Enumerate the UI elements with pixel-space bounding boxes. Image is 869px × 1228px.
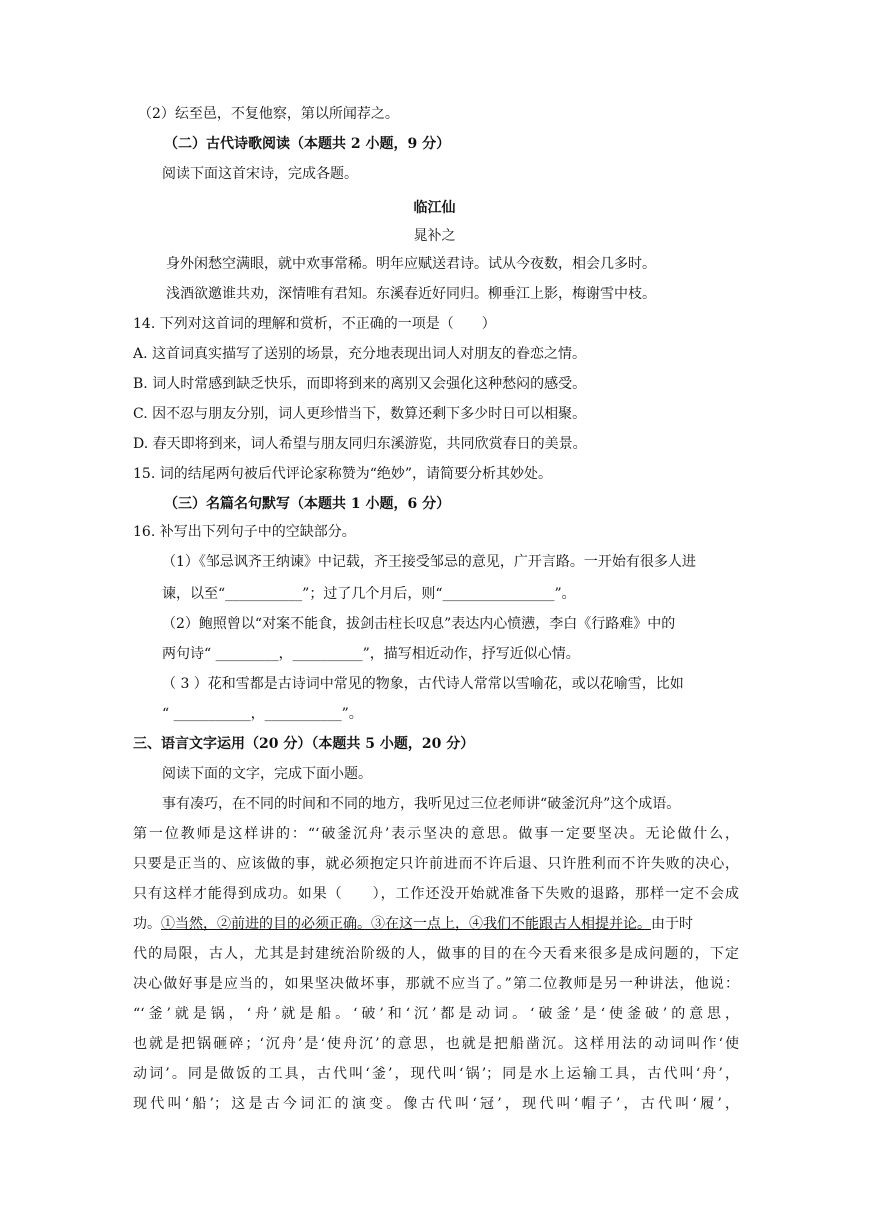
paragraph-line: 代的局限，古人，尤其是封建统治阶级的人，做事的目的在今天看来很多是成问题的，下定 (133, 946, 739, 962)
text-segment: 由于时 (651, 916, 693, 932)
paragraph-line (133, 914, 693, 934)
text-line: 两句诗“ _________，__________”，描写相近动作，抒写近似心情。 (162, 646, 580, 662)
poem-title: 临江仙 (413, 200, 456, 216)
paragraph-line: “‘釜’就是锅，‘舟’就是船。‘破’和‘沉’都是动词。‘破釜’是‘使釜破’的意思， (133, 1006, 739, 1022)
question-15: 15. 词的结尾两句被后代评论家称赞为“绝妙”，请简要分析其妙处。 (133, 466, 553, 482)
underlined-sentence: ①当然，②前进的目的必须正确。③在这一点上，④我们不能跟古人相提并论。 (161, 916, 651, 932)
option-d: D. 春天即将到来，词人希望与朋友同归东溪游览，共同欣赏春日的美景。 (133, 436, 587, 452)
text-line: （1）《邹忌讽齐王纳谏》中记载，齐王接受邹忌的意见，广开言路。一开始有很多人进 (162, 554, 696, 570)
text-line: （2）纭至邑，不复他察，第以所闻荐之。 (138, 106, 399, 122)
option-c: C. 因不忍与朋友分别，词人更珍惜当下，数算还剩下多少时日可以相聚。 (133, 406, 587, 422)
section-heading: （二）古代诗歌阅读（本题共 2 小题，9 分） (164, 136, 451, 152)
paragraph-line: 事有凑巧，在不同的时间和不同的地方，我听见过三位老师讲“破釜沉舟”这个成语。 (162, 796, 681, 812)
question-16: 16. 补写出下列句子中的空缺部分。 (133, 524, 356, 540)
option-a: A. 这首词真实描写了送别的场景，充分地表现出词人对朋友的眷恋之情。 (133, 346, 587, 362)
poem-line: 浅酒欲邀谁共劝，深情唯有君知。东溪春近好同归。柳垂江上影，梅谢雪中枝。 (166, 286, 656, 302)
text-line: “ ___________，___________”。 (162, 706, 363, 722)
paragraph-line: 第一位教师是这样讲的：“‘破釜沉舟’表示坚决的意思。做事一定要坚决。无论做什么， (133, 826, 739, 842)
poem-line: 身外闲愁空满眼，就中欢事常稀。明年应赋送君诗。试从今夜数，相会几多时。 (166, 256, 656, 272)
text-line: 阅读下面的文字，完成下面小题。 (162, 766, 372, 782)
section-heading: （三）名篇名句默写（本题共 1 小题，6 分） (164, 496, 451, 512)
section-heading: 三、语言文字运用（20 分）（本题共 5 小题，20 分） (133, 736, 475, 752)
text-line: 谏，以至“___________”；过了几个月后，则“________________”。 (162, 586, 576, 602)
text-segment: 功。 (133, 916, 161, 932)
paragraph-line: 现代叫‘船’；这是古今词汇的演变。像古代叫‘冠’，现代叫‘帽子’，古代叫‘履’， (133, 1096, 739, 1112)
paragraph-line: 只有这样才能得到成功。如果（ ），工作还没开始就准备下失败的退路，那样一定不会成 (133, 886, 739, 902)
poem-author: 晁补之 (413, 228, 456, 244)
paragraph-line: 决心做好事是应当的，如果坚决做坏事，那就不应当了。”第二位教师是另一种讲法，他说： (133, 976, 739, 992)
text-line: （2）鲍照曾以“对案不能食，拔剑击柱长叹息”表达内心愤懑，李白《行路难》中的 (162, 616, 676, 632)
paragraph-line: 只要是正当的、应该做的事，就必须抱定只许前进而不许后退、只许胜利而不许失败的决心， (133, 856, 739, 872)
paragraph-line: 动词’。同是做饭的工具，古代叫‘釜’，现代叫‘锅’；同是水上运输工具，古代叫‘舟’， (133, 1066, 739, 1082)
text-line: （ 3 ）花和雪都是古诗词中常见的物象，古代诗人常常以雪喻花，或以花喻雪，比如 (162, 676, 684, 692)
text-line: 阅读下面这首宋诗，完成各题。 (162, 166, 358, 182)
paragraph-line: 也就是把锅砸碎；‘沉舟’是‘使舟沉’的意思，也就是把船凿沉。这样用法的动词叫作‘使 (133, 1036, 739, 1052)
option-b: B. 词人时常感到缺乏快乐，而即将到来的离别又会强化这种愁闷的感受。 (133, 376, 587, 392)
question-14: 14. 下列对这首词的理解和赏析，不正确的一项是（ ） (133, 316, 496, 332)
